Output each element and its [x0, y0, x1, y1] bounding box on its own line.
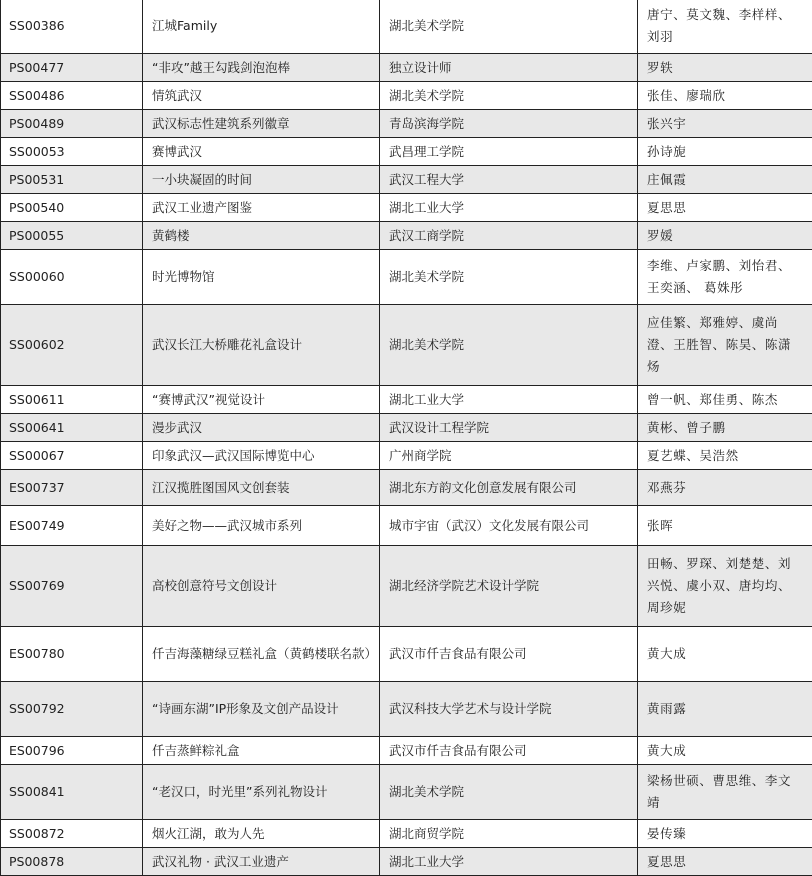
table-row	[1, 414, 812, 442]
entry-authors: 黄大成	[638, 627, 812, 682]
entry-title: 赛博武汉	[143, 138, 380, 166]
entry-authors: 唐宁、莫文魏、李样样、刘羽	[638, 0, 812, 54]
entry-organization: 武汉设计工程学院	[380, 414, 638, 442]
entry-organization: 广州商学院	[380, 442, 638, 470]
entry-authors: 曾一帆、郑佳勇、陈杰	[638, 386, 812, 414]
entry-organization: 湖北美术学院	[380, 0, 638, 54]
entry-title: 武汉礼物 · 武汉工业遗产	[143, 848, 380, 876]
entry-id: SS00067	[1, 442, 143, 470]
entry-id: ES00780	[1, 627, 143, 682]
table-row	[1, 222, 812, 250]
table-row	[1, 386, 812, 414]
entry-title: 烟火江湖，敢为人先	[143, 820, 380, 848]
entry-title: “赛博武汉”视觉设计	[143, 386, 380, 414]
table-row	[1, 250, 812, 305]
entry-title: 情筑武汉	[143, 82, 380, 110]
entry-title: “非攻”越王勾践剑泡泡棒	[143, 54, 380, 82]
entry-organization: 城市宇宙（武汉）文化发展有限公司	[380, 506, 638, 546]
table-row	[1, 138, 812, 166]
table-row	[1, 194, 812, 222]
entry-authors: 田畅、罗琛、刘楚楚、刘兴悦、虞小双、唐均均、周珍妮	[638, 546, 812, 627]
table-row	[1, 0, 812, 54]
entry-organization: 湖北美术学院	[380, 82, 638, 110]
entry-authors: 夏思思	[638, 194, 812, 222]
entry-authors: 黄雨露	[638, 682, 812, 737]
entry-title: 美好之物——武汉城市系列	[143, 506, 380, 546]
entry-title: 时光博物馆	[143, 250, 380, 305]
entry-authors: 夏艺蝶、吴浩然	[638, 442, 812, 470]
entry-title: 武汉工业遗产图鉴	[143, 194, 380, 222]
table-row	[1, 470, 812, 506]
entry-id: SS00769	[1, 546, 143, 627]
entry-authors: 邓燕芬	[638, 470, 812, 506]
entry-authors: 罗轶	[638, 54, 812, 82]
entry-title: 武汉长江大桥雕花礼盒设计	[143, 305, 380, 386]
entry-id: SS00611	[1, 386, 143, 414]
entry-id: SS00602	[1, 305, 143, 386]
entry-id: SS00053	[1, 138, 143, 166]
entry-id: SS00792	[1, 682, 143, 737]
entry-authors: 张兴宇	[638, 110, 812, 138]
table-row	[1, 765, 812, 820]
entry-id: SS00641	[1, 414, 143, 442]
entry-authors: 张晖	[638, 506, 812, 546]
entry-organization: 武汉市仟吉食品有限公司	[380, 627, 638, 682]
entry-authors: 夏思思	[638, 848, 812, 876]
entry-authors: 黄彬、曾子鹏	[638, 414, 812, 442]
entry-organization: 湖北商贸学院	[380, 820, 638, 848]
entry-organization: 湖北经济学院艺术设计学院	[380, 546, 638, 627]
entry-authors: 罗媛	[638, 222, 812, 250]
entry-id: SS00841	[1, 765, 143, 820]
entry-title: 仟吉蒸鲜粽礼盒	[143, 737, 380, 765]
entry-organization: 湖北东方韵文化创意发展有限公司	[380, 470, 638, 506]
table-row	[1, 848, 812, 876]
table-row	[1, 54, 812, 82]
table-row	[1, 82, 812, 110]
table-row	[1, 110, 812, 138]
entry-id: PS00531	[1, 166, 143, 194]
entry-title: 一小块凝固的时间	[143, 166, 380, 194]
table-row	[1, 305, 812, 386]
entry-title: “诗画东湖”IP形象及文创产品设计	[143, 682, 380, 737]
entry-id: PS00477	[1, 54, 143, 82]
entry-authors: 张佳、廖瑞欣	[638, 82, 812, 110]
entry-organization: 武汉工程大学	[380, 166, 638, 194]
entry-organization: 湖北工业大学	[380, 386, 638, 414]
entry-title: 高校创意符号文创设计	[143, 546, 380, 627]
table-row	[1, 506, 812, 546]
entry-id: SS00486	[1, 82, 143, 110]
entry-authors: 庄佩霞	[638, 166, 812, 194]
entry-organization: 武昌理工学院	[380, 138, 638, 166]
entry-title: 江城Family	[143, 0, 380, 54]
entry-organization: 武汉工商学院	[380, 222, 638, 250]
entry-organization: 独立设计师	[380, 54, 638, 82]
entry-authors: 应佳繁、郑雅婷、虞尚澄、王胜智、陈昊、陈潇炀	[638, 305, 812, 386]
entry-organization: 湖北工业大学	[380, 848, 638, 876]
entry-organization: 武汉市仟吉食品有限公司	[380, 737, 638, 765]
entry-id: PS00055	[1, 222, 143, 250]
entry-id: SS00060	[1, 250, 143, 305]
entry-title: 仟吉海藻糖绿豆糕礼盒（黄鹤楼联名款）	[143, 627, 380, 682]
entry-title: 黄鹤楼	[143, 222, 380, 250]
entry-organization: 武汉科技大学艺术与设计学院	[380, 682, 638, 737]
entry-id: ES00737	[1, 470, 143, 506]
entry-id: PS00489	[1, 110, 143, 138]
entry-authors: 黄大成	[638, 737, 812, 765]
entry-id: SS00386	[1, 0, 143, 54]
table-row	[1, 442, 812, 470]
entry-authors: 孙诗旎	[638, 138, 812, 166]
entry-organization: 青岛滨海学院	[380, 110, 638, 138]
entry-title: 印象武汉—武汉国际博览中心	[143, 442, 380, 470]
table-row	[1, 166, 812, 194]
entry-organization: 湖北美术学院	[380, 305, 638, 386]
table-row	[1, 627, 812, 682]
entry-organization: 湖北美术学院	[380, 765, 638, 820]
entries-table-body	[1, 0, 812, 876]
entry-id: ES00749	[1, 506, 143, 546]
table-row	[1, 682, 812, 737]
entry-authors: 梁杨世硕、曹思维、李文靖	[638, 765, 812, 820]
entry-organization: 湖北工业大学	[380, 194, 638, 222]
entry-id: PS00540	[1, 194, 143, 222]
entry-id: SS00872	[1, 820, 143, 848]
table-row	[1, 546, 812, 627]
entry-title: 漫步武汉	[143, 414, 380, 442]
entry-title: 武汉标志性建筑系列徽章	[143, 110, 380, 138]
entry-id: PS00878	[1, 848, 143, 876]
table-row	[1, 820, 812, 848]
entry-title: 江汉揽胜图国风文创套装	[143, 470, 380, 506]
entry-authors: 李维、卢家鹏、刘怡君、王奕涵、 葛姝彤	[638, 250, 812, 305]
table-row	[1, 737, 812, 765]
entry-organization: 湖北美术学院	[380, 250, 638, 305]
entry-id: ES00796	[1, 737, 143, 765]
entry-title: “老汉口，时光里”系列礼物设计	[143, 765, 380, 820]
entry-authors: 晏传臻	[638, 820, 812, 848]
